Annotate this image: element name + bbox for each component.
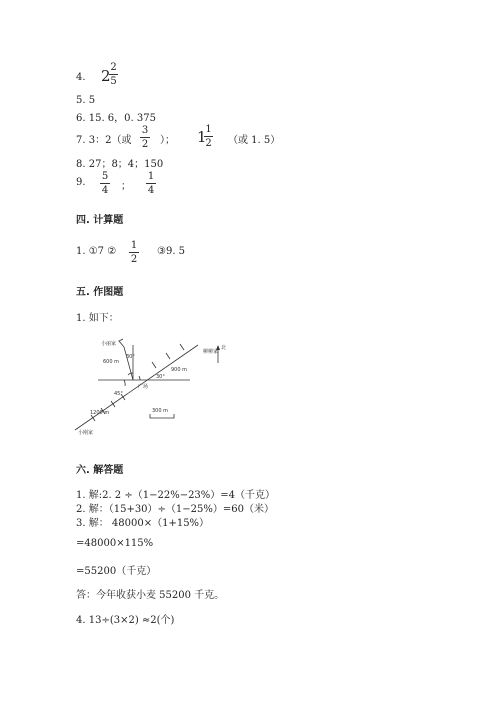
section6-answer-1: 1. 解:2. 2 ÷（1−22%−23%）=4（千克）	[76, 490, 276, 501]
q9-numerator-1: 5	[101, 171, 109, 182]
q7-denominator: 2	[141, 139, 149, 150]
map-label-angle-45: 45°	[114, 391, 123, 397]
section6-answer-4: 4. 13÷(3×2) ≈2(个)	[76, 615, 175, 626]
section6-title: 六. 解答题	[76, 465, 124, 476]
section4-line-end: ③9. 5	[157, 246, 186, 257]
q7-middle: ）；	[160, 135, 175, 146]
map-label-angle-30-north: 30°	[126, 354, 135, 360]
section4-title: 四. 计算题	[76, 215, 124, 226]
section5-title: 五. 作图题	[76, 287, 124, 298]
section6-conclusion: 答：今年收获小麦 55200 千克。	[76, 590, 225, 601]
q9-separator: ；	[121, 181, 131, 192]
section6-step-1: =48000×115%	[76, 538, 154, 549]
q7-numerator: 3	[141, 125, 149, 136]
q5-answer: 5. 5	[76, 95, 96, 106]
q7-whole: 1	[197, 128, 207, 146]
map-label-xiaoli: 小丽家	[101, 341, 117, 347]
q9-numerator-2: 1	[147, 171, 155, 182]
section6-answer-2: 2. 解：（15+30）÷（1−25%）=60（米）	[76, 504, 274, 515]
q7-suffix: （或 1. 5）	[228, 135, 281, 146]
q7-mixed-fraction	[204, 124, 213, 149]
section4-fraction	[129, 240, 139, 265]
q9-denominator-1: 4	[101, 185, 109, 196]
q9-fraction-1	[100, 171, 110, 196]
section6-answer-3: 3. 解： 48000×（1+15%）	[76, 518, 210, 529]
map-label-north: 北	[221, 345, 227, 351]
q6-answer: 6. 15. 6，0. 375	[76, 113, 156, 124]
q4-numerator: 2	[110, 62, 117, 73]
section4-numerator: 1	[130, 240, 138, 251]
location-map-diagram	[70, 333, 250, 438]
q9-number: 9.	[76, 177, 86, 188]
map-label-liuliu: 柳柳家	[203, 349, 219, 355]
q7-prefix: 7. 3：2（或	[76, 135, 132, 146]
map-label-600m: 600 m	[103, 359, 120, 365]
q8-answer: 8. 27；8；4；150	[76, 159, 164, 170]
q4-number: 4.	[76, 72, 86, 83]
q9-denominator-2: 4	[147, 185, 155, 196]
q4-denominator: 5	[110, 76, 117, 87]
section6-step-2: =55200（千克）	[76, 566, 157, 577]
q4-whole: 2	[101, 67, 111, 85]
q9-fraction-2	[146, 171, 156, 196]
map-label-900m: 900 m	[171, 367, 188, 373]
map-label-angle-30-east: 30°	[156, 374, 165, 380]
section4-denominator: 2	[130, 254, 138, 265]
q7-mixed-numerator: 1	[205, 124, 212, 135]
section5-line1: 1. 如下：	[76, 313, 119, 324]
q7-mixed-denominator: 2	[205, 138, 212, 149]
section4-line-start: 1. ①7 ②	[76, 246, 117, 257]
map-label-1200m: 1200 m	[90, 410, 110, 416]
q7-fraction	[140, 125, 150, 150]
map-label-scale: 300 m	[152, 408, 169, 414]
map-label-square: 广场	[138, 384, 149, 390]
q4-fraction	[109, 62, 118, 87]
map-label-xiaogang: 小刚家	[78, 430, 94, 436]
